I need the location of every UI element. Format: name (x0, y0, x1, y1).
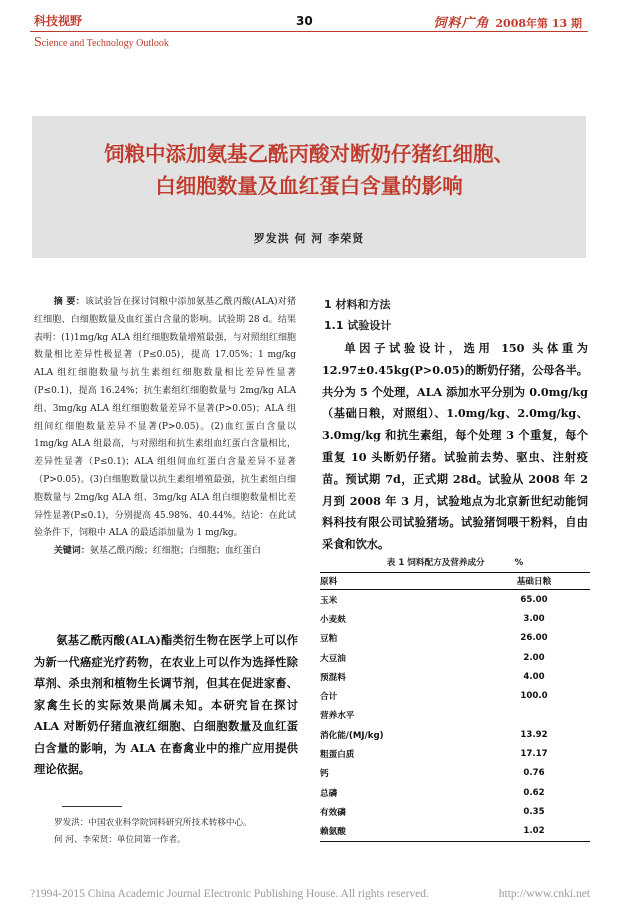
intro-paragraph: 氨基乙酰丙酸(ALA)酯类衍生物在医学上可以作为新一代癌症光疗药物，在农业上可以作为选择性除草剂、杀虫剂和植物生长调节剂，但其在促进家畜、家禽生长的实际效果尚属未知。本研究旨在探讨 ALA 对断奶仔猪血液红细胞、白细胞数量及血红蛋白含量的影响，为 ALA 在畜禽业中的推广应用提供理论依据。 (34, 633, 298, 776)
table-cell-ingredient: 豆粕 (320, 634, 338, 645)
table-cell-value: 1.02 (484, 822, 590, 842)
table-row (320, 667, 590, 686)
abstract-text: 该试验旨在探讨饲粮中添加氨基乙酰丙酸(ALA)对猪红细胞、白细胞数量及血红蛋白含量的影响。试验期 28 d。结果表明：(1)1mg/kg ALA 组红细胞数量增殖最强，与对照组红细胞数量相比差异性极显著（P≤0.05)，提高 17.05%；1 mg/kg ALA 组红细胞数量与抗生素组红细胞数量相比差异性显著(P≤0.1)，提高 16.24%；抗生素组红细胞数量与 2mg/kg ALA 组、3mg/kg ALA 组红细胞数量差异不显著(P>0.05)；ALA 组组间红细胞数量差异不显著(P>0.05)。(2)血红蛋白含量以 1mg/kg ALA 组最高，与对照组和抗生素组血红蛋白含量相比，差异性显著（P≤0.1)；ALA 组组间血红蛋白含量差异不显著（P>0.05)。(3)白细胞数量以抗生素组增殖最强，抗生素组白细胞数量与 2mg/kg ALA 组、3mg/kg ALA 组白细胞数量相比差异性显著(P≤0.1)，分别提高 45.98%、40.44%。结论：在此试验条件下，饲粮中 ALA 的最适添加量为 1 mg/kg。 (34, 297, 297, 539)
header-divider (30, 31, 588, 32)
footnote-line-1: 罗发洪：中国农业科学院饲料研究所技术转移中心。 (54, 818, 252, 828)
journal-name: 科技视野 (34, 14, 83, 28)
table-cell-value: 4.00 (523, 671, 545, 682)
table-cell-ingredient: 预混料 (320, 672, 346, 683)
feed-formula-table (320, 572, 590, 842)
table-cell-value: 2.00 (523, 652, 545, 663)
table-header-ingredient: 原料 (320, 573, 484, 590)
table-row (320, 648, 590, 667)
table-cell-ingredient: 总磷 (320, 788, 338, 799)
table-cell-value (484, 706, 590, 725)
methods-text (322, 338, 588, 556)
table-row (320, 744, 590, 763)
table-row (320, 725, 590, 744)
table-cell-value: 13.92 (520, 729, 548, 740)
table-cell-ingredient: 有效磷 (320, 807, 346, 818)
table-cell-ingredient: 营养水平 (320, 711, 355, 722)
table-row (320, 686, 590, 705)
table-cell-ingredient: 消化能/(MJ/kg) (320, 730, 384, 741)
footnote-line-2: 何 河、李荣贤：单位同第一作者。 (54, 835, 186, 845)
footnote (54, 815, 304, 849)
abstract (34, 294, 296, 561)
table-header-diet: 基础日粮 (484, 573, 590, 590)
table-cell-value: 26.00 (520, 633, 548, 644)
copyright-footer (30, 888, 590, 900)
introduction (34, 630, 298, 781)
table-cell-ingredient: 赖氨酸 (320, 822, 484, 842)
table-caption: 表 1 饲料配方及营养成分 % (386, 558, 524, 568)
journal-subtitle: Science and Technology Outlook (34, 35, 169, 50)
authors: 罗发洪 何 河 李荣贤 (253, 232, 365, 245)
table-cell-value: 0.76 (523, 768, 545, 779)
issue-info (433, 12, 582, 31)
subsection-heading: 1.1 试验设计 (324, 319, 392, 332)
table-row (320, 590, 590, 610)
table-cell-ingredient: 钙 (320, 769, 329, 780)
table-cell-ingredient: 粗蛋白质 (320, 750, 355, 761)
footnote-divider (62, 806, 122, 807)
table-cell-value: 65.00 (520, 594, 548, 605)
section-heading: 1 材料和方法 (324, 298, 391, 311)
article-title (32, 138, 586, 202)
table-cell-ingredient: 大豆油 (320, 653, 346, 664)
title-line-1: 饲粮中添加氨基乙酰丙酸对断奶仔猪红细胞、 (104, 142, 514, 166)
copyright-text: ?1994-2015 China Academic Journal Electronic Publishing House. All rights reserved. (30, 888, 429, 900)
table-row (320, 706, 590, 725)
table-row (320, 609, 590, 628)
magazine-logo: 饲料广角 (433, 16, 490, 31)
cnki-url[interactable]: http://www.cnki.net (498, 888, 590, 900)
keywords-text: 氨基乙酰丙酸；红细胞；白细胞；血红蛋白 (89, 546, 261, 557)
table-row (320, 629, 590, 648)
table-cell-value: 100.0 (520, 691, 548, 702)
table-cell-ingredient: 小麦麸 (320, 614, 346, 625)
table-row (320, 783, 590, 802)
issue-number: 2008年第 13 期 (495, 17, 582, 30)
table-cell-value: 17.17 (520, 749, 548, 760)
table-row (320, 764, 590, 783)
title-line-2: 白细胞数量及血红蛋白含量的影响 (155, 174, 463, 198)
table-cell-value: 0.35 (523, 806, 545, 817)
abstract-label: 摘 要： (53, 297, 85, 307)
table-row (320, 802, 590, 821)
table-row (320, 822, 590, 842)
table-cell-value: 3.00 (523, 613, 545, 624)
keywords-label: 关键词： (53, 546, 90, 557)
page-number: 30 (296, 14, 313, 28)
table-cell-ingredient: 合计 (320, 692, 338, 703)
methods-paragraph: 单因子试验设计，选用 150 头体重为 12.97±0.45kg(P>0.05)的断奶仔猪，公母各半。共分为 5 个处理，ALA 添加水平分别为 0.0mg/kg（基础日粮，对照组）、1.0mg/kg、2.0mg/kg、3.0mg/kg 和抗生素组，每个处理 3 个重复，每个重复 10 头断奶仔猪。试验前去势、驱虫、注射疫苗。预试期 7d，正式期 28d。试验从 2008 年 2 月到 2008 年 3 月，试验地点为北京新世纪动能饲料科技有限公司试验猪场。试验猪饲喂干粉料，自由采食和饮水。 (322, 341, 588, 552)
table-cell-ingredient: 玉米 (320, 595, 338, 606)
table-cell-value: 0.62 (523, 787, 545, 798)
